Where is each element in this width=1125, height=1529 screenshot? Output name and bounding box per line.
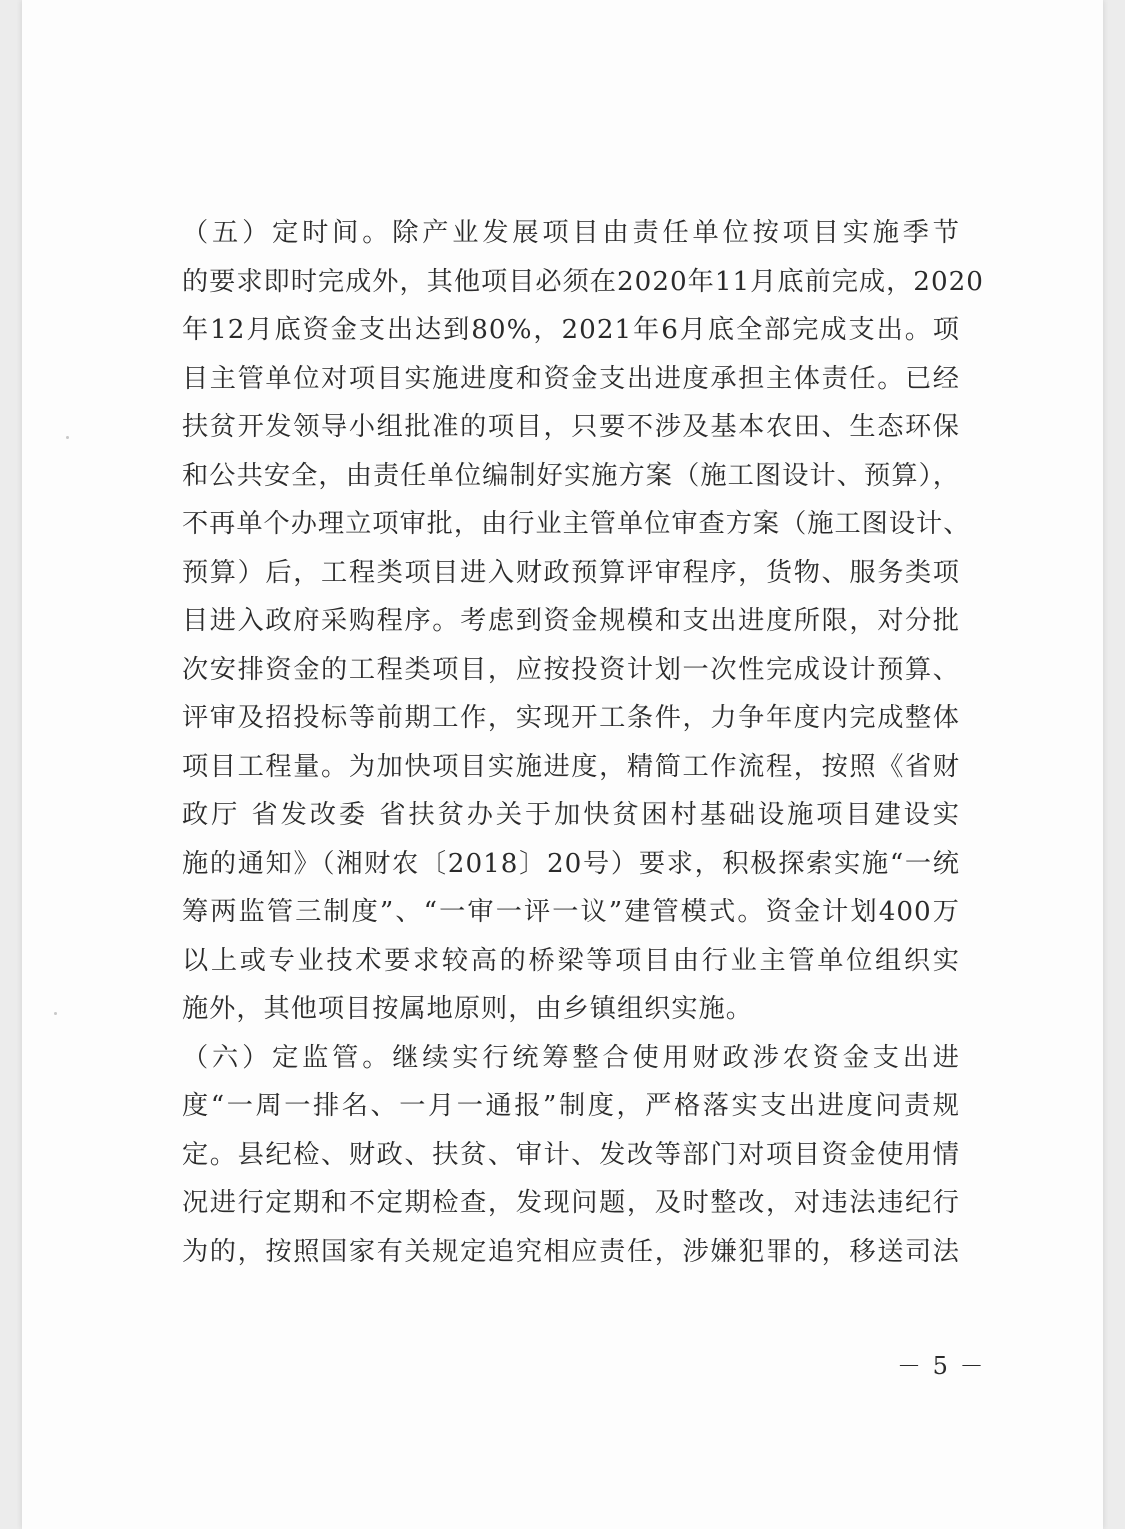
text-line: 年12月底资金支出达到80%，2021年6月底全部完成支出。项 (182, 315, 960, 345)
text-line: 以上或专业技术要求较高的桥梁等项目由行业主管单位组织实 (182, 945, 960, 976)
text-line: 项目工程量。为加快项目实施进度，精简工作流程，按照《省财 (182, 751, 960, 782)
text-line: 筹两监管三制度”、“一审一评一议”建管模式。资金计划400万 (182, 897, 960, 927)
document-page (22, 0, 1103, 1529)
text-line: 政厅 省发改委 省扶贫办关于加快贫困村基础设施项目建设实 (182, 800, 960, 830)
page-number: － 5 － (897, 1352, 986, 1380)
text-line: 况进行定期和不定期检查，发现问题，及时整改，对违法违纪行 (182, 1188, 960, 1218)
text-line: （六）定监管。继续实行统筹整合使用财政涉农资金支出进 (182, 1042, 960, 1073)
text-line: 评审及招投标等前期工作，实现开工条件，力争年度内完成整体 (182, 703, 960, 733)
text-line: 为的，按照国家有关规定追究相应责任，涉嫌犯罪的，移送司法 (182, 1236, 960, 1267)
text-line: 目进入政府采购程序。考虑到资金规模和支出进度所限，对分批 (182, 606, 960, 636)
body-text (182, 209, 984, 1276)
text-line: 目主管单位对项目实施进度和资金支出进度承担主体责任。已经 (182, 363, 960, 394)
text-line: 的要求即时完成外，其他项目必须在2020年11月底前完成，2020 (182, 266, 984, 297)
text-line: 不再单个办理立项审批，由行业主管单位审查方案（施工图设计、 (182, 509, 971, 539)
scan-speck (66, 436, 69, 439)
text-line: 预算）后，工程类项目进入财政预算评审程序，货物、服务类项 (182, 557, 960, 588)
text-line: 施的通知》（湘财农〔2018〕20号）要求，积极探索实施“一统 (182, 848, 960, 879)
text-line: 扶贫开发领导小组批准的项目，只要不涉及基本农田、生态环保 (182, 412, 960, 442)
text-line: （五）定时间。除产业发展项目由责任单位按项目实施季节 (182, 218, 960, 248)
text-line: 和公共安全，由责任单位编制好实施方案（施工图设计、预算）， (182, 460, 960, 491)
scan-speck (54, 1012, 57, 1015)
text-line: 次安排资金的工程类项目，应按投资计划一次性完成设计预算、 (182, 654, 960, 685)
text-line: 施外，其他项目按属地原则，由乡镇组织实施。 (182, 994, 753, 1024)
text-line: 定。县纪检、财政、扶贫、审计、发改等部门对项目资金使用情 (182, 1139, 960, 1170)
text-line: 度“一周一排名、一月一通报”制度，严格落实支出进度问责规 (182, 1091, 960, 1121)
